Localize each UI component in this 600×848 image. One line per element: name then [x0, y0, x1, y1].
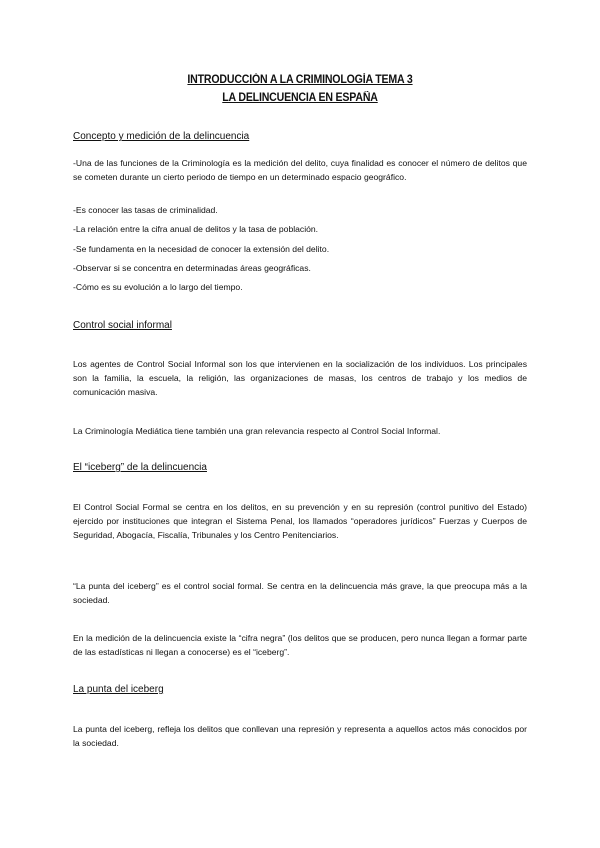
concepto-list-item: -La relación entre la cifra anual de delitos y la tasa de población.	[73, 224, 319, 234]
concepto-list-item: -Es conocer las tasas de criminalidad.	[73, 205, 218, 215]
concepto-intro-paragraph: -Una de las funciones de la Criminología es la medición del delito, cuya finalidad es conocer el número de delitos que se cometen durante un cierto periodo de tiempo en un determinado espacio geográfico.	[73, 158, 527, 183]
document-title-line-2: LA DELINCUENCIA EN ESPAÑA	[222, 92, 378, 104]
section-heading-concepto: Concepto y medición de la delincuencia	[73, 131, 250, 142]
punta-paragraph-1: La punta del iceberg, refleja los delitos que conllevan una represión y representa a aquellos actos más conocidos por la sociedad.	[73, 724, 527, 749]
concepto-list-item: -Se fundamenta en la necesidad de conocer la extensión del delito.	[73, 244, 330, 254]
iceberg-paragraph-1: El Control Social Formal se centra en los delitos, en su prevención y en su represión (control punitivo del Estado) ejercido por instituciones que integran el Sistema Penal, los llamados “operadores jurídicos” Fuerzas y Cuerpos de Seguridad, Abogacía, Fiscalía, Tribunales y los Centro Penitenciarios.	[73, 502, 527, 541]
section-heading-punta: La punta del iceberg	[73, 684, 164, 695]
iceberg-paragraph-2: “La punta del iceberg” es el control social formal. Se centra en la delincuencia más grave, la que preocupa más a la sociedad.	[73, 581, 527, 606]
section-heading-iceberg: El “iceberg” de la delincuencia	[73, 462, 207, 473]
iceberg-paragraph-3: En la medición de la delincuencia existe la “cifra negra” (los delitos que se producen, pero nunca llegan a formar parte de las estadísticas ni llegan a conocerse) es el “iceberg”.	[73, 633, 527, 658]
concepto-list-item: -Observar si se concentra en determinadas áreas geográficas.	[73, 263, 311, 273]
informal-paragraph-1: Los agentes de Control Social Informal son los que intervienen en la socialización de los individuos. Los principales son la familia, la escuela, la religión, las organizaciones de masas, los centros de trabajo y los medios de comunicación masiva.	[73, 359, 527, 398]
document-title-line-1: INTRODUCCIÓN A LA CRIMINOLOGÍA TEMA 3	[187, 74, 413, 86]
informal-paragraph-2: La Criminología Mediática tiene también una gran relevancia respecto al Control Social Informal.	[73, 426, 441, 436]
section-heading-informal: Control social informal	[73, 320, 172, 331]
concepto-list-item: -Cómo es su evolución a lo largo del tiempo.	[73, 282, 243, 292]
